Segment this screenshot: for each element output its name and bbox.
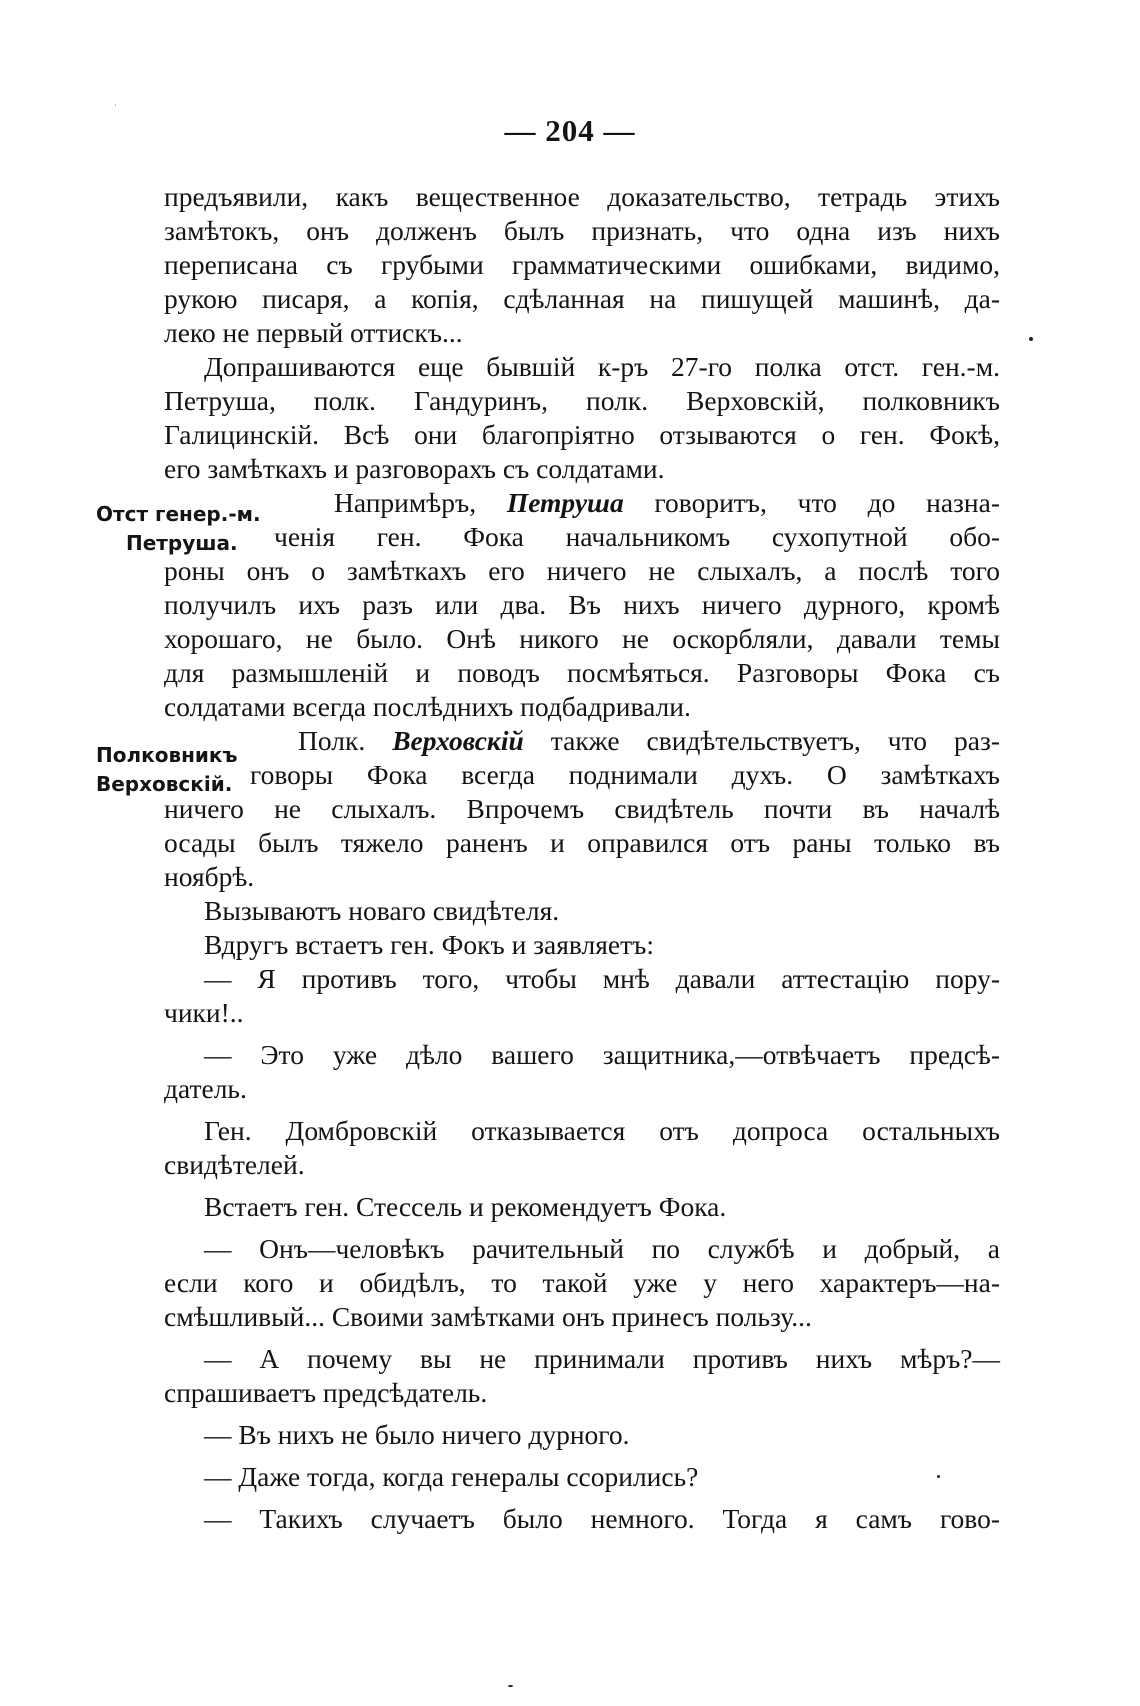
paragraph	[164, 1114, 1000, 1182]
dialogue-paragraph	[164, 1038, 1000, 1106]
paragraph	[164, 1190, 1000, 1224]
text-line: осады былъ тяжело раненъ и оправился отъ раны только въ	[164, 827, 1000, 858]
dialogue-paragraph	[164, 1460, 1000, 1494]
text-line: замѣтокъ, онъ долженъ былъ признать, что одна изъ нихъ	[164, 215, 1000, 246]
text-line: спрашиваетъ предсѣдатель.	[164, 1377, 488, 1408]
margin-note-line: Петруша.	[126, 531, 238, 555]
text-line: хорошаго, не было. Онѣ никого не оскорбляли, давали темы	[164, 623, 1000, 654]
text-line: — Я противъ того, чтобы мнѣ давали аттестацію пору-	[204, 963, 1000, 994]
paragraph	[164, 724, 1000, 894]
text-line: рукою писаря, а копія, сдѣланная на пишущей машинѣ, да-	[164, 283, 1000, 314]
text-line: переписана съ грубыми грамматическими ошибками, видимо,	[164, 249, 1000, 280]
text-line: получилъ ихъ разъ или два. Въ нихъ ничего дурного, кромѣ	[164, 589, 1000, 620]
body-text	[164, 180, 1000, 1536]
text-line: ничего не слыхалъ. Впрочемъ свидѣтель почти въ началѣ	[164, 793, 1000, 824]
scan-speck	[115, 104, 116, 106]
text-line: Вдругъ встаетъ ген. Фокъ и заявляетъ:	[204, 929, 654, 960]
paragraph	[164, 486, 1000, 724]
dialogue-paragraph	[164, 1418, 1000, 1452]
margin-note-line: Отст генер.-м.	[96, 502, 261, 526]
paragraph	[164, 180, 1000, 350]
dialogue-paragraph	[164, 1232, 1000, 1334]
text-line: — А почему вы не принимали противъ нихъ мѣръ?—	[204, 1343, 1000, 1374]
paragraph	[164, 350, 1000, 486]
text-line: его замѣткахъ и разговорахъ съ солдатами.	[164, 453, 665, 484]
paragraph	[164, 928, 1000, 962]
text-line: говоры Фока всегда поднимали духъ. О замѣткахъ	[250, 759, 1000, 790]
text-line: ченія ген. Фока начальникомъ сухопутной обо-	[274, 521, 1000, 552]
text-run: Полк.	[298, 725, 393, 756]
text-line: — Даже тогда, когда генералы ссорились?	[204, 1461, 699, 1492]
margin-note-line: Полковникъ	[96, 743, 238, 767]
text-line: смѣшливый... Своими замѣтками онъ принесъ пользу...	[164, 1301, 812, 1332]
text-line: — Это уже дѣло вашего защитника,—отвѣчаетъ предсѣ-	[204, 1039, 1000, 1070]
text-line: солдатами всегда послѣднихъ подбадривали.	[164, 691, 691, 722]
dialogue-paragraph	[164, 1502, 1000, 1536]
text-line: — Такихъ случаетъ было немного. Тогда я самъ гово-	[204, 1503, 1000, 1534]
text-line: роны онъ о замѣткахъ его ничего не слыхалъ, а послѣ того	[164, 555, 1000, 586]
margin-note-line: Верховскій.	[96, 772, 233, 796]
text-run: также свидѣтельствуетъ, что раз-	[523, 725, 1000, 756]
dialogue-paragraph	[164, 1342, 1000, 1410]
text-line	[164, 486, 1000, 520]
scan-speck	[508, 1685, 513, 1687]
text-line: леко не первый оттискъ...	[164, 317, 463, 348]
text-line: Ген. Домбровскій отказывается отъ допроса остальныхъ	[204, 1115, 1000, 1146]
text-line: Вызываютъ новаго свидѣтеля.	[204, 895, 560, 926]
text-run: говоритъ, что до назна-	[623, 487, 1000, 518]
text-line: Петруша, полк. Гандуринъ, полк. Верховскій, полковникъ	[164, 385, 1000, 416]
text-run: Напримѣръ,	[334, 487, 507, 518]
text-line: чики!..	[164, 997, 244, 1028]
text-line: Галицинскій. Всѣ они благопріятно отзываются о ген. Фокѣ,	[164, 419, 1000, 450]
text-line: предъявили, какъ вещественное доказательство, тетрадь этихъ	[164, 181, 1000, 212]
text-line: — Онъ—человѣкъ рачительный по службѣ и добрый, а	[204, 1233, 1000, 1264]
witness-name: Верховскій	[392, 725, 524, 756]
text-line: если кого и обидѣлъ, то такой уже у него характеръ—на-	[164, 1267, 1000, 1298]
text-line: свидѣтелей.	[164, 1149, 305, 1180]
text-line: — Въ нихъ не было ничего дурного.	[204, 1419, 630, 1450]
text-line: Встаетъ ген. Стессель и рекомендуетъ Фока.	[204, 1191, 727, 1222]
witness-name: Петруша	[506, 487, 624, 518]
text-line: датель.	[164, 1073, 247, 1104]
text-line: для размышленій и поводъ посмѣяться. Разговоры Фока съ	[164, 657, 1000, 688]
scan-speck	[1029, 337, 1033, 341]
page-number: — 204 —	[504, 113, 636, 148]
text-line	[164, 724, 1000, 758]
text-line: Допрашиваются еще бывшій к-ръ 27-го полка отст. ген.-м.	[204, 351, 1000, 382]
dialogue-paragraph	[164, 962, 1000, 1030]
scan-speck	[937, 1475, 940, 1478]
text-line: ноябрѣ.	[164, 861, 255, 892]
paragraph	[164, 894, 1000, 928]
